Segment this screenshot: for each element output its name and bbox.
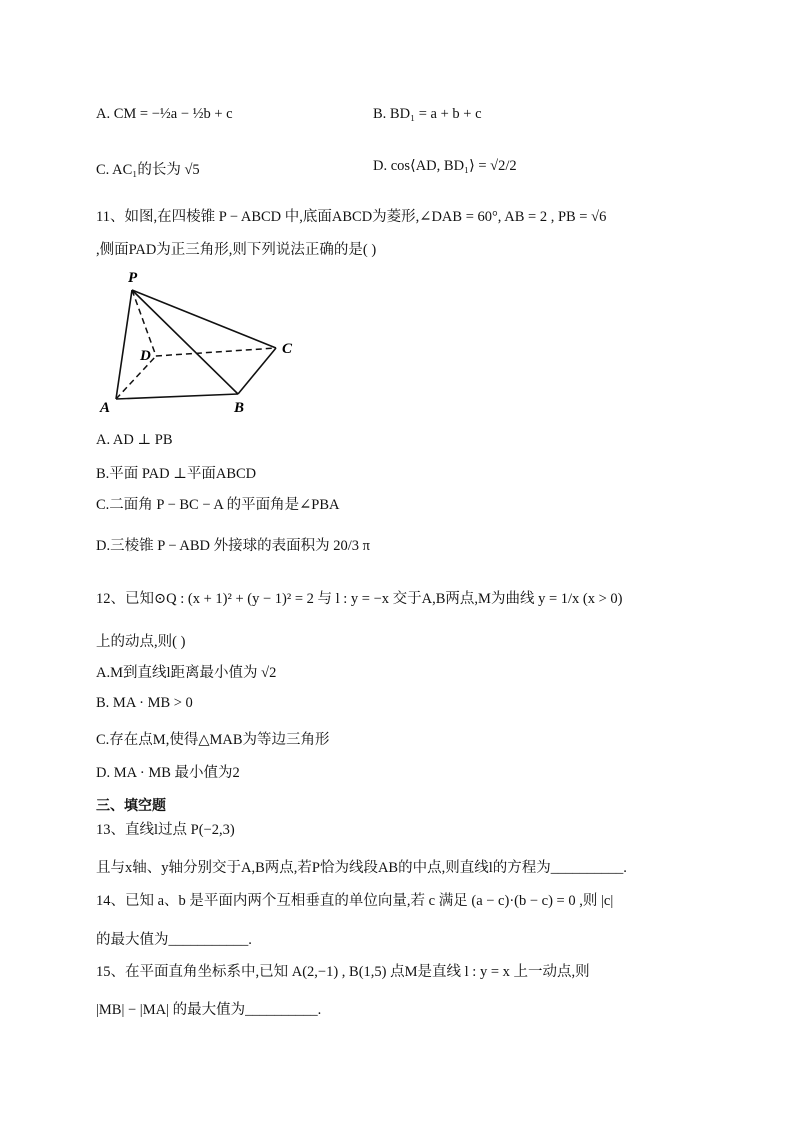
label-b: B: [234, 400, 245, 416]
edge-pb: [132, 290, 238, 394]
label-p: P: [128, 270, 138, 286]
q10-option-b: B. BD₁ = a + b + c: [373, 106, 482, 122]
q11-stem-line1: 11、如图,在四棱锥 P − ABCD 中,底面ABCD为菱形,∠DAB = 60°, AB = 2 , PB = √6: [96, 209, 607, 225]
edge-ab: [116, 394, 238, 399]
label-a: A: [100, 400, 111, 416]
q10-option-a: A. CM = −½a − ½b + c: [96, 106, 233, 122]
q10-option-c: C. AC₁的长为 √5: [96, 162, 200, 178]
q12-option-b: B. MA · MB > 0: [96, 695, 193, 711]
label-d: D: [140, 348, 151, 364]
q11-stem-line2: ,侧面PAD为正三角形,则下列说法正确的是( ): [96, 242, 377, 258]
q13-line2: 且与x轴、y轴分别交于A,B两点,若P恰为线段AB的中点,则直线l的方程为__________.: [96, 860, 627, 876]
edge-pc: [132, 290, 276, 348]
q11-option-a: A. AD ⊥ PB: [96, 432, 173, 448]
q12-option-c: C.存在点M,使得△MAB为等边三角形: [96, 732, 330, 748]
q12-option-a: A.M到直线l距离最小值为 √2: [96, 665, 277, 681]
q12-option-d: D. MA · MB 最小值为2: [96, 765, 240, 781]
q15-line1: 15、在平面直角坐标系中,已知 A(2,−1) , B(1,5) 点M是直线 l : y = x 上一动点,则: [96, 964, 590, 980]
q11-option-b: B.平面 PAD ⊥平面ABCD: [96, 466, 257, 482]
edge-pa: [116, 290, 132, 399]
q12-stem-line2: 上的动点,则( ): [96, 634, 186, 650]
edge-dc: [156, 348, 276, 356]
edge-pd: [132, 290, 156, 356]
q10-option-d: D. cos⟨AD, BD₁⟩ = √2/2: [373, 158, 517, 174]
label-c: C: [282, 341, 293, 357]
q11-option-c: C.二面角 P − BC − A 的平面角是∠PBA: [96, 497, 340, 513]
q12-stem-line1: 12、已知⊙Q : (x + 1)² + (y − 1)² = 2 与 l : y = −x 交于A,B两点,M为曲线 y = 1/x (x > 0): [96, 591, 623, 607]
q14-line2: 的最大值为___________.: [96, 932, 252, 948]
q11-option-d: D.三棱锥 P − ABD 外接球的表面积为 20/3 π: [96, 538, 370, 554]
edge-bc: [238, 348, 276, 394]
section-title: 三、填空题: [96, 798, 166, 814]
q13-line1: 13、直线l过点 P(−2,3): [96, 822, 235, 838]
q15-line2: |MB| − |MA| 的最大值为__________.: [96, 1002, 322, 1018]
pyramid-figure: [96, 262, 316, 422]
q14-line1: 14、已知 a、b 是平面内两个互相垂直的单位向量,若 c 满足 (a − c)·(b − c) = 0 ,则 |c|: [96, 893, 614, 909]
